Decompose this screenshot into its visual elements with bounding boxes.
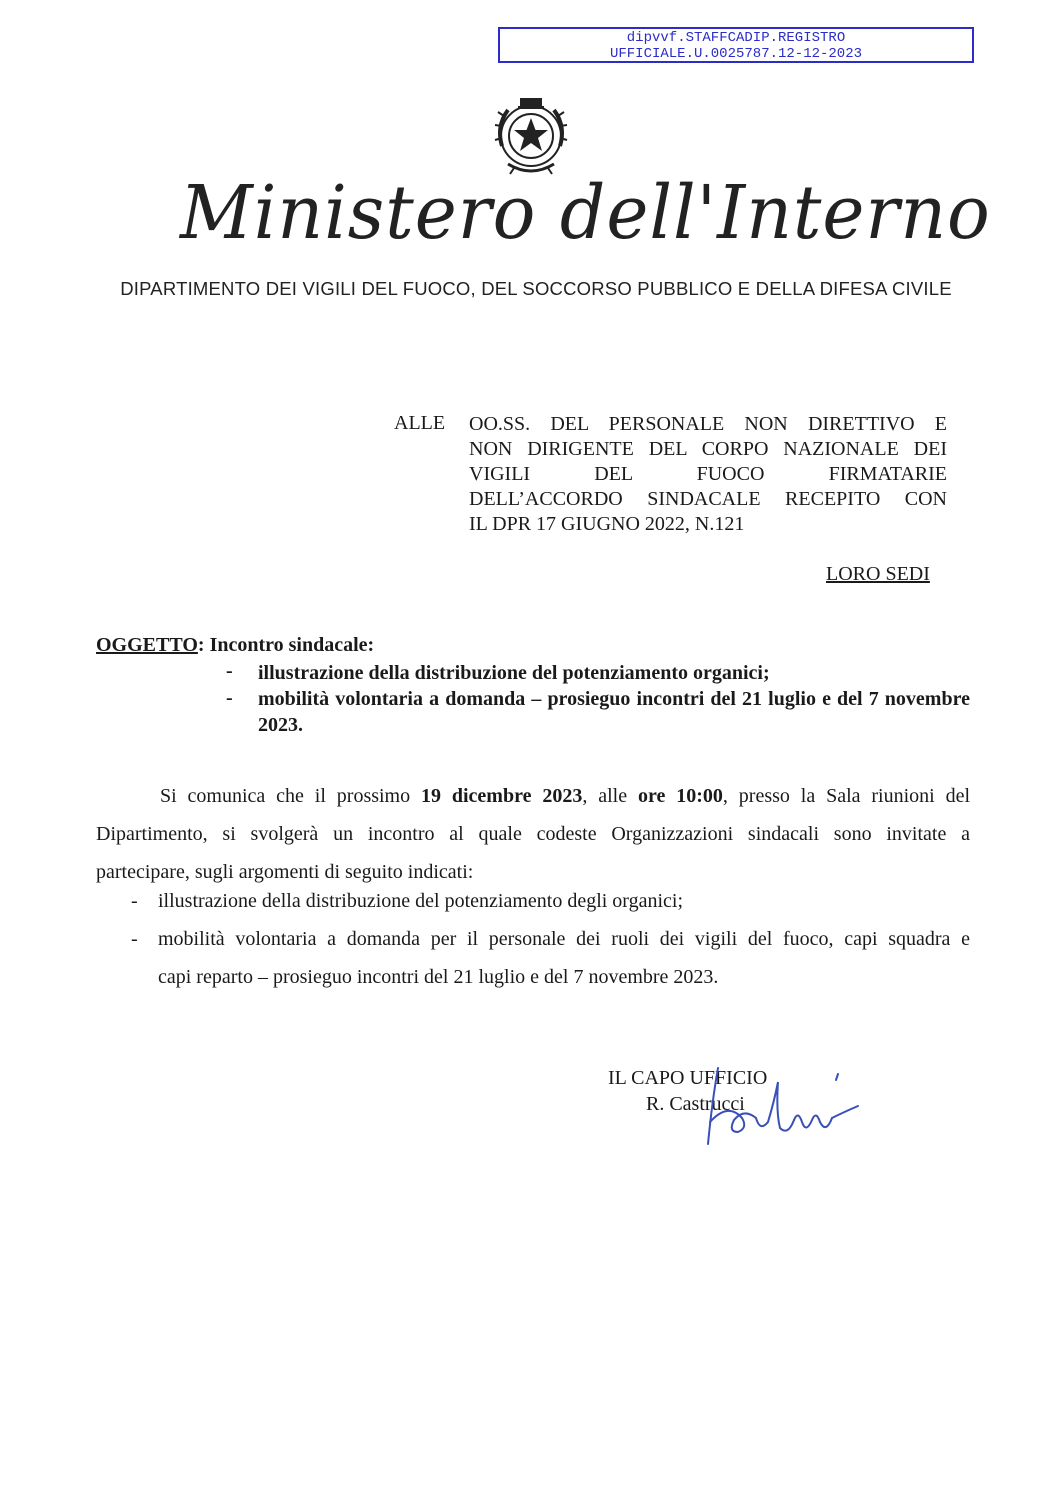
body-bullet: -	[131, 890, 138, 912]
recipients-label: ALLE	[394, 412, 446, 434]
subject-title: Incontro sindacale:	[204, 634, 375, 656]
recipients-line: VIGILI DEL FUOCO FIRMATARIE	[469, 463, 947, 485]
body-list-item: mobilità volontaria a domanda per il personale dei ruoli dei vigili del fuoco, capi squadra e	[158, 928, 970, 950]
subject-bullet: -	[226, 660, 233, 682]
body-text: Si comunica che il prossimo	[160, 785, 421, 807]
protocol-line-2: UFFICIALE.U.0025787.12-12-2023	[609, 46, 863, 62]
protocol-stamp	[498, 27, 974, 63]
recipients-block	[469, 412, 947, 537]
subject-item: illustrazione della distribuzione del potenziamento organici;	[258, 662, 770, 684]
recipients-line: DELL’ACCORDO SINDACALE RECEPITO CON	[469, 488, 947, 510]
signature-title: IL CAPO UFFICIO	[608, 1067, 768, 1089]
handwritten-signature-icon	[698, 1062, 868, 1152]
signature-name: R. Castrucci	[646, 1093, 745, 1115]
subject-colon: :	[197, 634, 205, 656]
body-line-3: partecipare, sugli argomenti di seguito indicati:	[96, 861, 474, 883]
meeting-time: ore 10:00	[637, 785, 723, 807]
ministry-title: Ministero dell'Interno	[180, 170, 991, 256]
body-list-item-continuation: capi reparto – prosieguo incontri del 21 luglio e del 7 novembre 2023.	[158, 966, 719, 988]
subject-item: mobilità volontaria a domanda – prosieguo incontri del 21 luglio e del 7 novembre 2023.	[258, 688, 970, 736]
recipients-line: OO.SS. DEL PERSONALE NON DIRETTIVO E	[469, 413, 947, 435]
body-text: , presso la Sala riunioni del	[722, 785, 971, 807]
body-text: , alle	[582, 785, 638, 807]
body-line-2: Dipartimento, si svolgerà un incontro al quale codeste Organizzazioni sindacali sono invitate a	[96, 823, 970, 845]
subject-heading	[96, 634, 374, 657]
department-name: DIPARTIMENTO DEI VIGILI DEL FUOCO, DEL SOCCORSO PUBBLICO E DELLA DIFESA CIVILE	[120, 278, 952, 299]
body-list-item: illustrazione della distribuzione del potenziamento degli organici;	[158, 890, 684, 912]
meeting-date: 19 dicembre 2023	[421, 785, 583, 807]
subject-bullet: -	[226, 687, 233, 709]
protocol-line-1: dipvvf.STAFFCADIP.REGISTRO	[626, 30, 846, 46]
body-bullet: -	[131, 928, 138, 950]
recipients-line: NON DIRIGENTE DEL CORPO NAZIONALE DEI	[469, 438, 947, 460]
body-line-1	[96, 777, 970, 815]
recipients-line: IL DPR 17 GIUGNO 2022, N.121	[469, 513, 745, 535]
loro-sedi: LORO SEDI	[826, 563, 930, 585]
body-paragraph	[96, 777, 970, 891]
subject-label: OGGETTO	[96, 634, 198, 656]
